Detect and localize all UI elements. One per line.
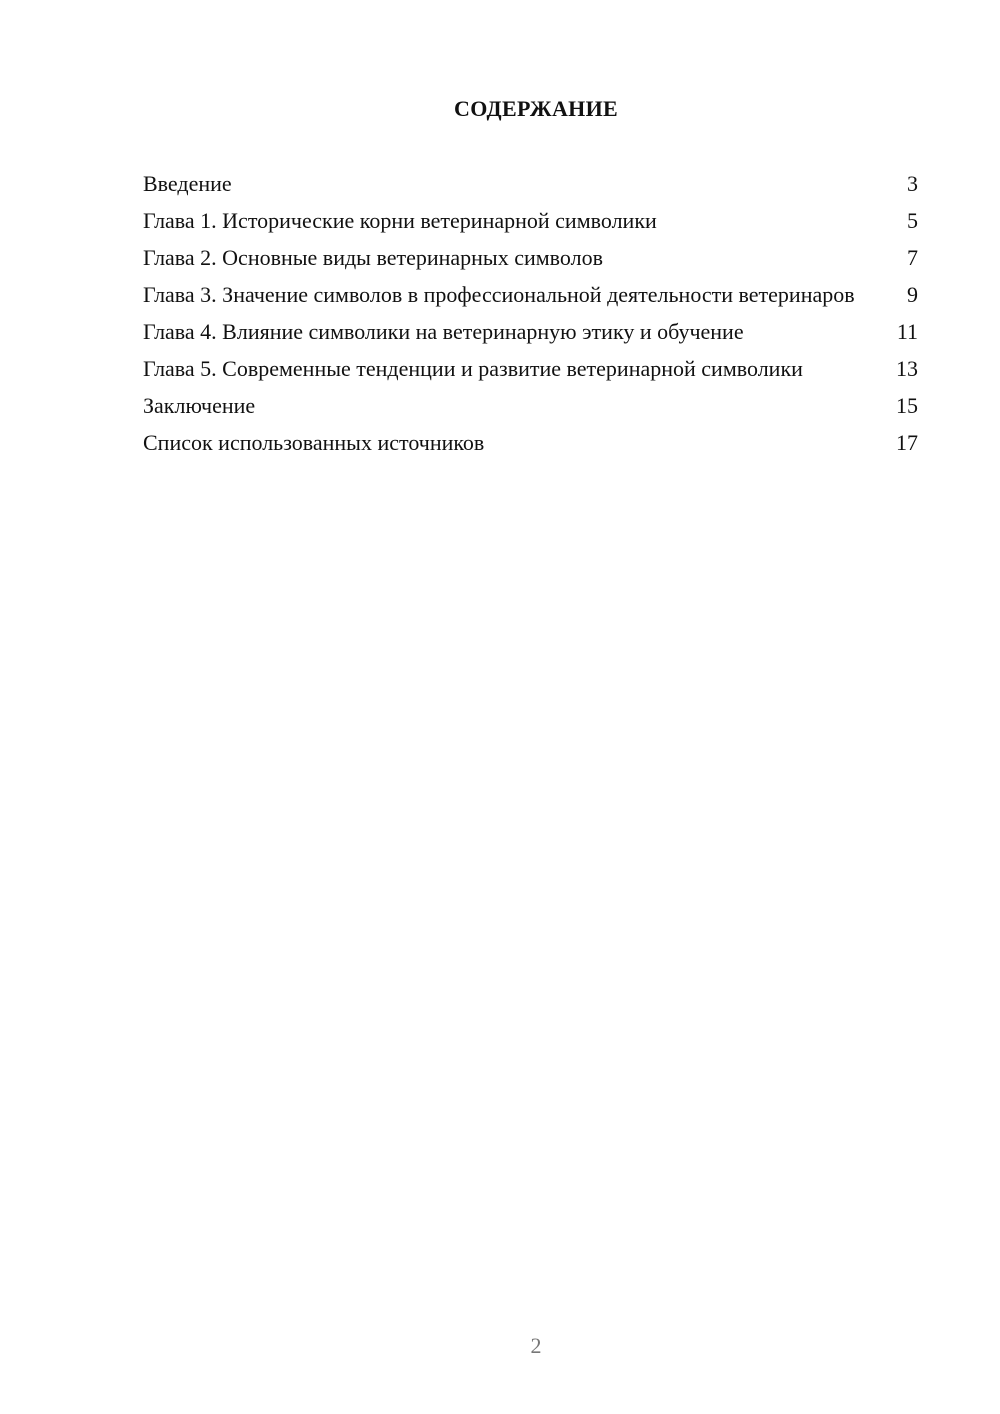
toc-item-page: 7 bbox=[907, 245, 918, 270]
toc-item-label: Глава 2. Основные виды ветеринарных символов bbox=[143, 245, 603, 270]
toc-item-page: 17 bbox=[896, 430, 918, 455]
toc-item-introduction bbox=[143, 170, 918, 197]
toc-title: СОДЕРЖАНИЕ bbox=[454, 96, 618, 121]
toc-item-conclusion bbox=[143, 392, 918, 419]
toc-item-label: Введение bbox=[143, 171, 232, 196]
toc-item-chapter-4 bbox=[143, 318, 918, 345]
toc-item-page: 13 bbox=[896, 356, 918, 381]
toc-item-label: Глава 4. Влияние символики на ветеринарную этику и обучение bbox=[143, 319, 744, 344]
toc-item-chapter-3 bbox=[143, 281, 918, 308]
toc-item-chapter-2 bbox=[143, 244, 918, 271]
toc-item-page: 15 bbox=[896, 393, 918, 418]
toc-item-page: 3 bbox=[907, 171, 918, 196]
page-number: 2 bbox=[530, 1333, 542, 1358]
toc-item-label: Глава 5. Современные тенденции и развитие ветеринарной символики bbox=[143, 356, 803, 381]
toc-item-label: Список использованных источников bbox=[143, 430, 485, 455]
toc-item-chapter-1 bbox=[143, 207, 918, 234]
toc-item-page: 5 bbox=[907, 208, 918, 233]
toc-item-label: Заключение bbox=[143, 393, 256, 418]
toc-item-references bbox=[143, 429, 918, 456]
toc-item-label: Глава 3. Значение символов в профессиональной деятельности ветеринаров bbox=[143, 282, 855, 307]
toc-item-label: Глава 1. Исторические корни ветеринарной символики bbox=[143, 208, 657, 233]
toc-item-page: 11 bbox=[896, 319, 918, 344]
toc-item-page: 9 bbox=[907, 282, 918, 307]
toc-item-chapter-5 bbox=[143, 355, 918, 382]
table-of-contents bbox=[143, 170, 918, 466]
